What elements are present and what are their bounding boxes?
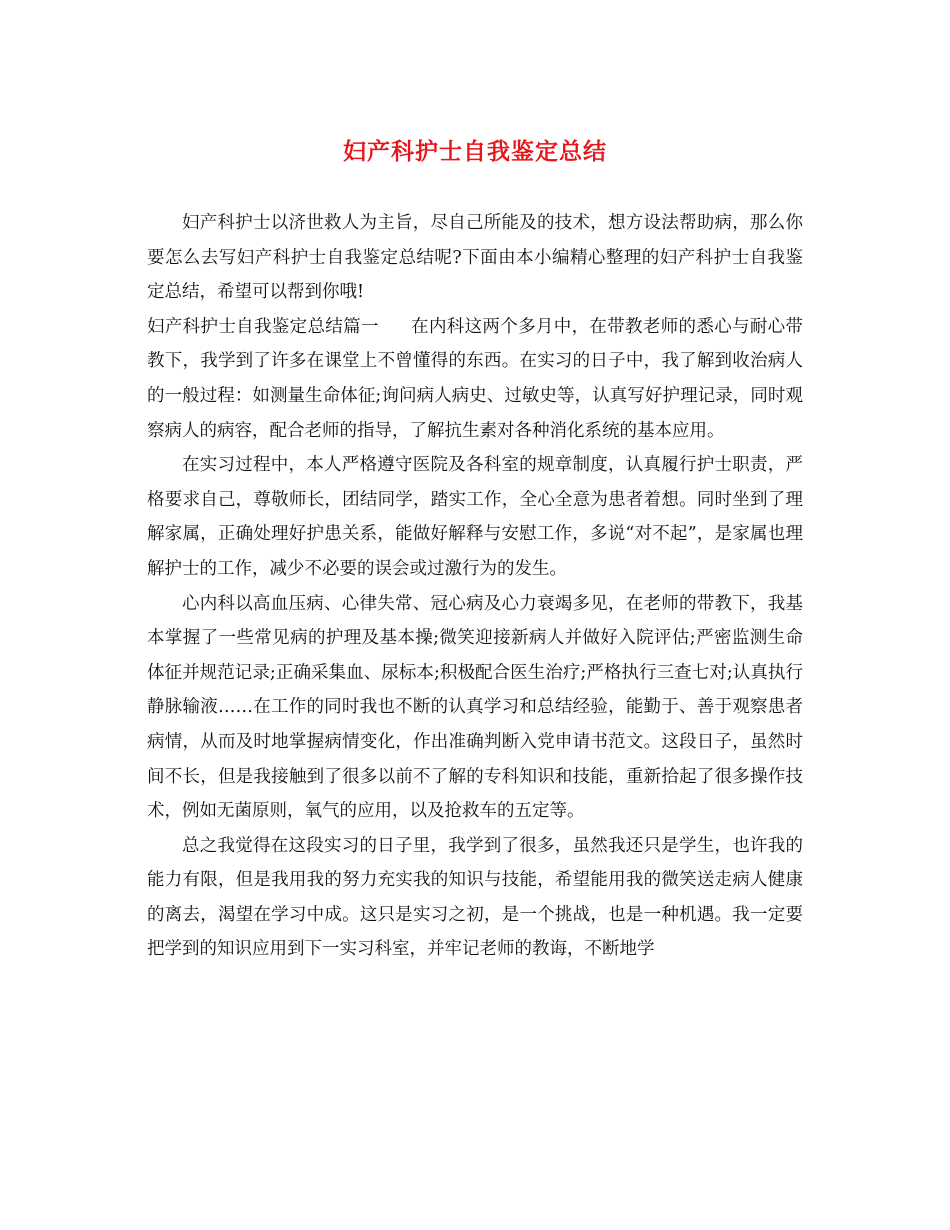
paragraph-4: 总之我觉得在这段实习的日子里，我学到了很多，虽然我还只是学生，也许我的能力有限，但是我用我的努力充实我的知识与技能，希望能用我的微笑送走病人健康的离去，渴望在学习中成。这只是实习之初，是一个挑战，也是一种机遇。我一定要把学到的知识应用到下一实习科室，并牢记老师的教诲，不断地学 [147, 835, 803, 960]
intro-paragraph: 妇产科护士以济世救人为主旨，尽自己所能及的技术，想方设法帮助病，那么你要怎么去写妇产科护士自我鉴定总结呢?下面由本小编精心整理的妇产科护士自我鉴定总结，希望可以帮到你哦! [147, 213, 803, 303]
document-body [147, 206, 803, 967]
document-title: 妇产科护士自我鉴定总结 [343, 139, 607, 165]
paragraph-2: 在实习过程中，本人严格遵守医院及各科室的规章制度，认真履行护士职责，严格要求自己，尊敬师长，团结同学，踏实工作，全心全意为患者着想。同时坐到了理解家属，正确处理好护患关系，能做好解释与安慰工作，多说“对不起”，是家属也理解护士的工作，减少不必要的误会或过激行为的发生。 [147, 455, 803, 579]
section-heading: 妇产科护士自我鉴定总结篇一 [147, 316, 379, 337]
section-first-text: 在内科这两个多月中，在带教老师的悉心与耐心带教下，我学到了许多在课堂上不曾懂得的东西。在实习的日子中，我了解到收治病人的一般过程：如测量生命体征;询问病人病史、过敏史等，认真写好护理记录，同时观察病人的病容，配合老师的指导，了解抗生素对各种消化系统的基本应用。 [147, 316, 804, 441]
paragraph-3: 心内科以高血压病、心律失常、冠心病及心力衰竭多见，在老师的带教下，我基本掌握了一些常见病的护理及基本操;微笑迎接新病人并做好入院评估;严密监测生命体征并规范记录;正确采集血、尿标本;积极配合医生治疗;严格执行三查七对;认真执行静脉输液……在工作的同时我也不断的认真学习和总结经验，能勤于、善于观察患者病情，从而及时地掌握病情变化，作出准确判断入党申请书范文。这段日子，虽然时间不长，但是我接触到了很多以前不了解的专科知识和技能，重新拾起了很多操作技术，例如无菌原则，氧气的应用，以及抢救车的五定等。 [147, 593, 803, 822]
section-paragraph-1 [147, 310, 803, 448]
